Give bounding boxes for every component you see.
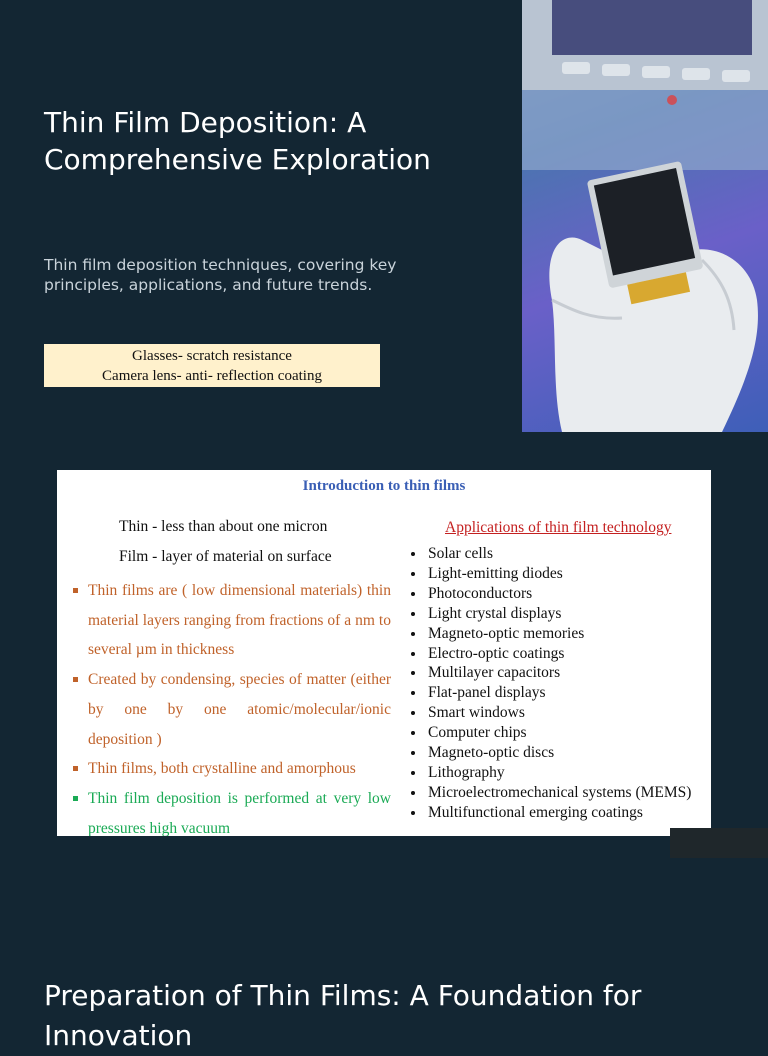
list-item: Thin films, both crystalline and amorphous [71,754,391,784]
bullet-square-icon [73,766,78,771]
list-item: Created by condensing, species of matter (either by one by one atomic/molecular/ionic deposition ) [71,665,391,754]
note-box [44,344,380,387]
bullet-square-icon [73,677,78,682]
bullet-dot-icon [411,612,415,616]
lab-photo [522,0,768,432]
applications-title: Applications of thin film technology [445,519,672,536]
list-item: Multifunctional emerging coatings [407,803,691,823]
list-item: Computer chips [407,723,691,743]
bullet-dot-icon [411,632,415,636]
note-line-2: Camera lens- anti- reflection coating [102,368,322,384]
list-item: Light-emitting diodes [407,564,691,584]
bullet-dot-icon [411,771,415,775]
list-item: Microelectromechanical systems (MEMS) [407,783,691,803]
list-item: Electro-optic coatings [407,644,691,664]
definition-film: Film - layer of material on surface [119,548,332,565]
bullet-dot-icon [411,552,415,556]
list-item: Lithography [407,763,691,783]
bullet-dot-icon [411,791,415,795]
bullet-dot-icon [411,691,415,695]
list-item: Magneto-optic discs [407,743,691,763]
note-line-1: Glasses- scratch resistance [132,348,292,364]
thin-film-points [71,576,391,836]
list-item: Photoconductors [407,584,691,604]
list-item: Thin films are ( low dimensional materials) thin material layers ranging from fractions of a nm to several µm in thickness [71,576,391,665]
list-item: Thin film deposition is performed at very low pressures high vacuum [71,784,391,836]
applications-list [407,544,691,823]
page-subtitle: Thin film deposition techniques, covering key principles, applications, and future trends. [44,256,397,294]
gloved-hand-holding-display-photo [522,0,768,432]
bullet-dot-icon [411,572,415,576]
list-item: Light crystal displays [407,604,691,624]
bullet-dot-icon [411,592,415,596]
bullet-dot-icon [411,652,415,656]
list-item: Flat-panel displays [407,683,691,703]
list-item: Solar cells [407,544,691,564]
bullet-dot-icon [411,811,415,815]
list-item: Magneto-optic memories [407,624,691,644]
intro-slide-image [57,470,711,836]
bullet-dot-icon [411,711,415,715]
bullet-dot-icon [411,671,415,675]
slide-title: Introduction to thin films [302,478,466,494]
dark-bar [670,828,768,858]
bullet-square-icon [73,796,78,801]
bullet-square-icon [73,588,78,593]
section-title: Preparation of Thin Films: A Foundation for Innovation [44,979,642,1052]
list-item: Smart windows [407,703,691,723]
bullet-dot-icon [411,751,415,755]
list-item: Multilayer capacitors [407,663,691,683]
bullet-dot-icon [411,731,415,735]
definition-thin: Thin - less than about one micron [119,518,328,535]
page-title: Thin Film Deposition: A Comprehensive Exploration [44,106,431,176]
